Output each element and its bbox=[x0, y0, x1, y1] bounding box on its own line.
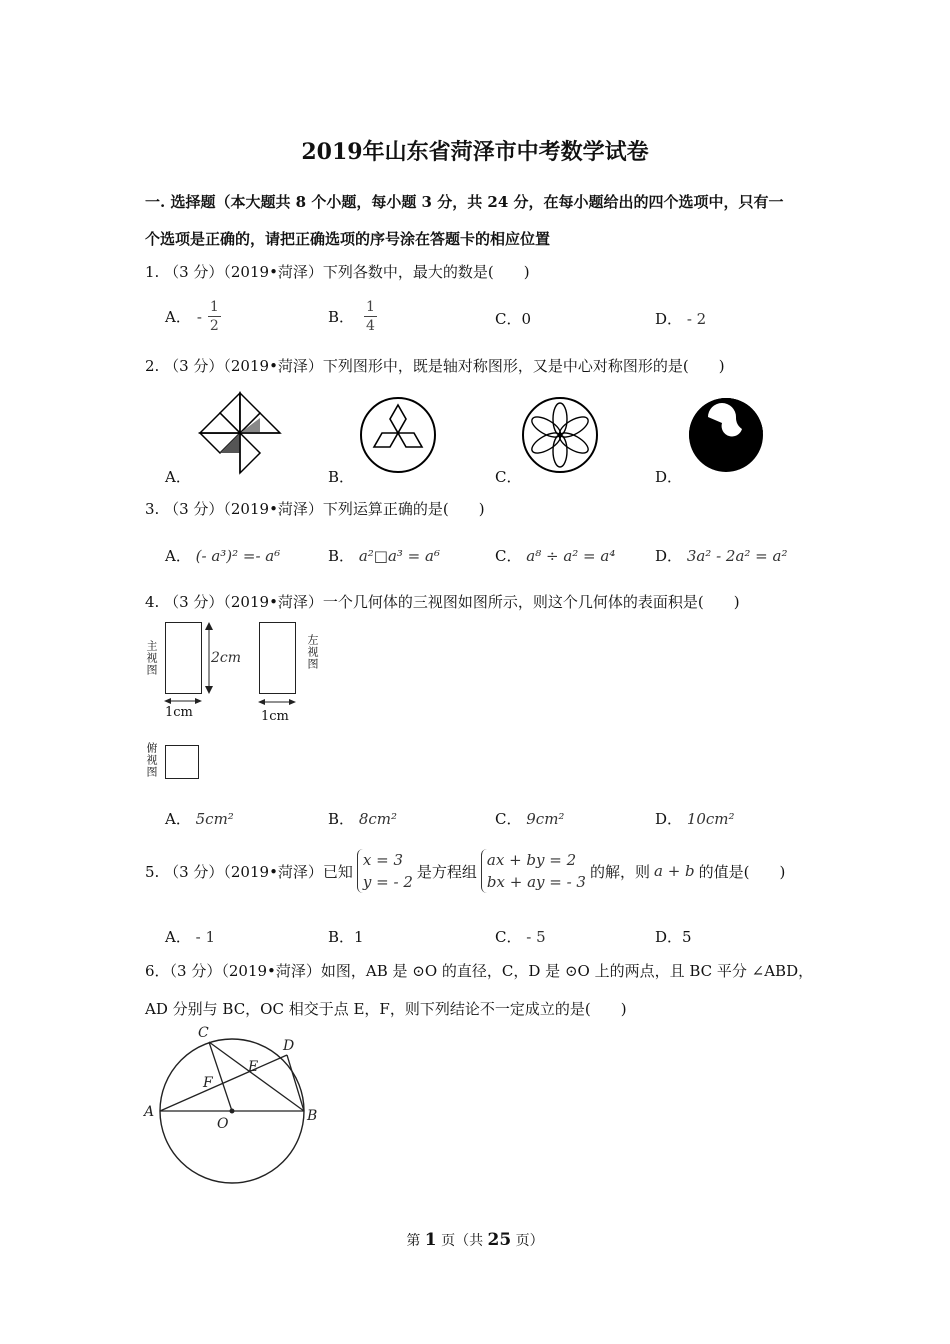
q1-option-b[interactable] bbox=[328, 298, 377, 335]
q3-option-d[interactable] bbox=[655, 545, 787, 566]
q6-point-f: F bbox=[203, 1075, 213, 1091]
q5-system-1: x = 3 y = - 2 bbox=[357, 849, 413, 893]
q5-stem-post: 的解，则 bbox=[589, 862, 650, 881]
q4-b-label: B． bbox=[328, 810, 355, 828]
q4-a-label: A． bbox=[165, 810, 191, 828]
q4-stem: 4. （3 分）（2019•菏泽）一个几何体的三视图如图所示，则这个几何体的表面积是( ) bbox=[145, 593, 740, 611]
q1-option-a[interactable] bbox=[165, 298, 221, 335]
q6-stem-line1: 6．（3 分）（2019•菏泽）如图，AB 是 ⊙O 的直径，C，D 是 ⊙O 上的两点，且 BC 平分 ∠ABD， bbox=[145, 962, 814, 980]
footer-post: 页） bbox=[515, 1233, 544, 1249]
q3-b-label: B． bbox=[328, 547, 355, 565]
q3-option-c[interactable] bbox=[495, 545, 615, 566]
q5-option-c[interactable] bbox=[495, 926, 546, 947]
q5-system-2: ax + by = 2 bx + ay = - 3 bbox=[481, 849, 586, 893]
q4-top-view-label: 俯视图 bbox=[145, 742, 158, 778]
q5-option-b[interactable]: B．1 bbox=[328, 928, 364, 946]
q3-a-expr: (- a³)² =- a⁶ bbox=[195, 547, 281, 565]
page-title: 2019年山东省菏泽市中考数学试卷 bbox=[301, 139, 649, 165]
q4-a-value: 5cm² bbox=[195, 810, 234, 828]
page-footer bbox=[0, 1230, 950, 1250]
q6-point-a: A bbox=[144, 1104, 155, 1120]
q2-option-b[interactable]: B． bbox=[328, 468, 355, 486]
q1-option-c[interactable]: C．0 bbox=[495, 310, 532, 328]
q6-point-e: E bbox=[248, 1059, 259, 1075]
q4-side-view-label: 左视图 bbox=[306, 634, 319, 670]
q5-stem-end: 的值是( ) bbox=[698, 862, 786, 881]
q2-figure-pinwheel bbox=[195, 388, 285, 478]
q5-a-label: A． bbox=[165, 928, 191, 946]
q5-option-a[interactable] bbox=[165, 926, 215, 947]
section-heading-line2: 个选项是正确的，请把正确选项的序号涂在答题卡的相应位置 bbox=[145, 230, 551, 248]
q4-b-value: 8cm² bbox=[358, 810, 397, 828]
q1-b-label: B． bbox=[328, 308, 355, 326]
q4-width-arrow-2 bbox=[257, 697, 297, 707]
q1-stem: 1. （3 分）（2019•菏泽）下列各数中，最大的数是( ) bbox=[145, 263, 530, 281]
q1-a-fraction: $\frac{1}{2}$ bbox=[209, 299, 219, 334]
q1-b-fraction: $\frac{1}{4}$ bbox=[366, 299, 375, 334]
q4-option-d[interactable] bbox=[655, 808, 735, 829]
q3-c-expr: a⁸ ÷ a² = a⁴ bbox=[526, 547, 616, 565]
q6-point-b: B bbox=[307, 1108, 318, 1124]
footer-mid: 页（共 bbox=[441, 1233, 484, 1249]
q3-option-a[interactable] bbox=[165, 545, 280, 566]
q6-point-c: C bbox=[198, 1025, 209, 1041]
q4-side-view-rect bbox=[259, 622, 296, 694]
q2-option-d[interactable]: D． bbox=[655, 468, 683, 486]
q5-expr: a + b bbox=[654, 862, 695, 880]
footer-page-number: 1 bbox=[424, 1230, 437, 1250]
footer-total-pages: 25 bbox=[487, 1230, 512, 1250]
q2-figure-flower-circle bbox=[520, 395, 600, 475]
q4-dim-width-2: 1cm bbox=[261, 709, 289, 724]
section-heading-line1: 一. 选择题（本大题共 8 个小题，每小题 3 分，共 24 分，在每小题给出的四个选项中，只有一 bbox=[145, 193, 784, 211]
q2-option-a[interactable]: A． bbox=[165, 468, 191, 486]
q5-c-label: C． bbox=[495, 928, 522, 946]
q2-figure-yin-yang bbox=[686, 395, 766, 475]
q6-point-d: D bbox=[283, 1038, 295, 1054]
q2-stem: 2. （3 分）（2019•菏泽）下列图形中，既是轴对称图形，又是中心对称图形的是( ) bbox=[145, 357, 725, 375]
q6-stem-line2: AD 分别与 BC，OC 相交于点 E，F，则下列结论不一定成立的是( ) bbox=[145, 1000, 627, 1018]
q1-a-label: A． bbox=[165, 308, 191, 326]
q1-a-sign: - bbox=[196, 307, 202, 326]
q3-a-label: A． bbox=[165, 547, 191, 565]
q3-d-label: D． bbox=[655, 547, 683, 565]
q4-d-value: 10cm² bbox=[686, 810, 735, 828]
q3-stem: 3. （3 分）（2019•菏泽）下列运算正确的是( ) bbox=[145, 500, 485, 518]
q5-a-value: - 1 bbox=[195, 928, 216, 946]
q4-option-c[interactable] bbox=[495, 808, 564, 829]
q3-c-label: C． bbox=[495, 547, 522, 565]
q2-figure-diamonds-circle bbox=[358, 395, 438, 475]
q3-d-expr: 3a² - 2a² = a² bbox=[686, 547, 788, 565]
q4-option-b[interactable] bbox=[328, 808, 397, 829]
q4-option-a[interactable] bbox=[165, 808, 234, 829]
q1-option-d[interactable] bbox=[655, 308, 706, 329]
q5-option-d[interactable]: D．5 bbox=[655, 928, 692, 946]
q4-dim-height: 2cm bbox=[211, 650, 242, 666]
q5-c-value: - 5 bbox=[526, 928, 546, 946]
q4-c-label: C． bbox=[495, 810, 522, 828]
q5-stem bbox=[145, 849, 785, 893]
q1-d-value: - 2 bbox=[686, 310, 707, 328]
footer-pre: 第 bbox=[406, 1233, 421, 1249]
q4-dim-width-1: 1cm bbox=[165, 705, 193, 720]
q4-front-view-rect bbox=[165, 622, 202, 694]
q3-b-expr: a²□a³ = a⁶ bbox=[358, 547, 440, 565]
q4-front-view-label: 主视图 bbox=[145, 640, 158, 676]
q4-d-label: D． bbox=[655, 810, 683, 828]
q5-stem-pre: 5. （3 分）（2019•菏泽）已知 bbox=[145, 862, 353, 881]
q4-c-value: 9cm² bbox=[526, 810, 565, 828]
q1-d-label: D． bbox=[655, 310, 683, 328]
q3-option-b[interactable] bbox=[328, 545, 440, 566]
q2-option-c[interactable]: C． bbox=[495, 468, 522, 486]
q5-stem-mid: 是方程组 bbox=[416, 862, 477, 881]
q6-circle-figure bbox=[140, 1020, 325, 1190]
q4-top-view-rect bbox=[165, 745, 199, 779]
q6-point-o: O bbox=[217, 1116, 229, 1132]
